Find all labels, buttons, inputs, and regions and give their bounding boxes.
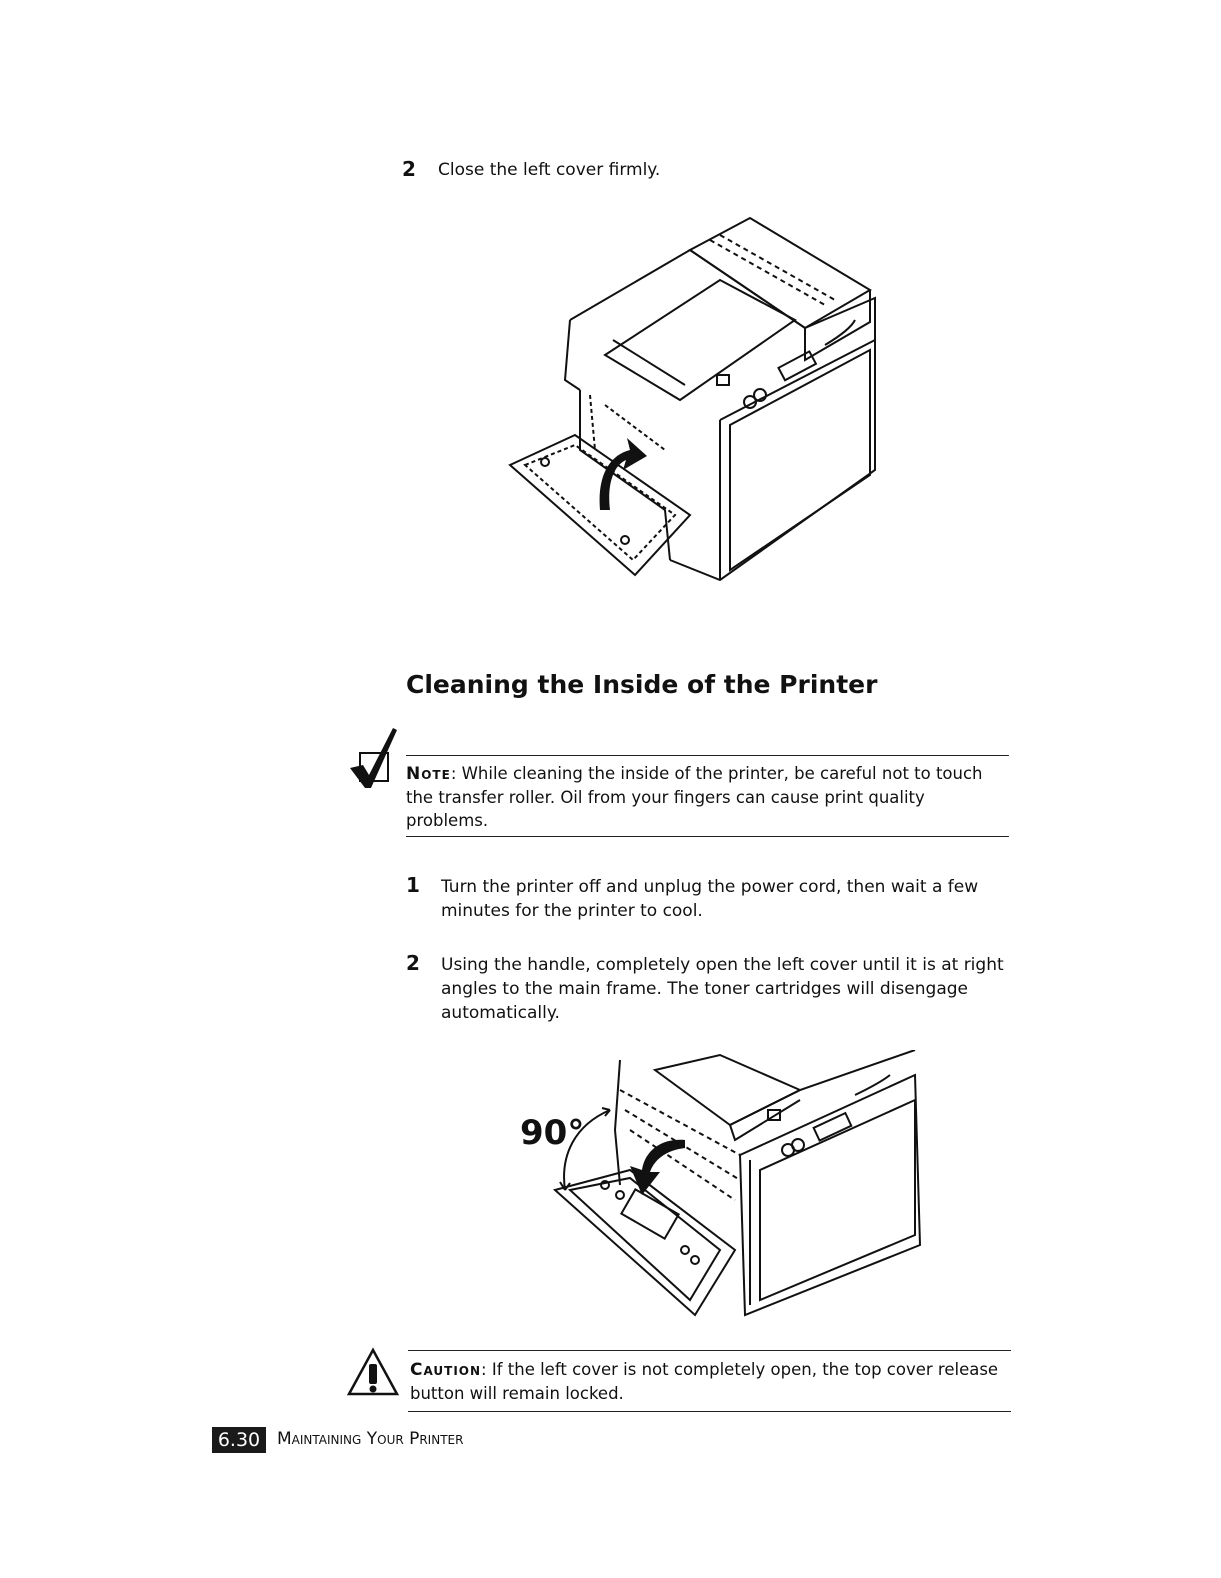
chapter-title: Maintaining Your Printer xyxy=(277,1429,464,1449)
section-heading: Cleaning the Inside of the Printer xyxy=(406,670,878,699)
caution-warning-icon xyxy=(345,1346,401,1400)
note-paragraph xyxy=(406,762,1006,832)
checkmark-note-icon xyxy=(345,720,401,800)
note-text: : While cleaning the inside of the printer, be careful not to touch the transfer roller. Oil from your fingers can cause print quality problems. xyxy=(406,764,983,830)
caution-top-rule xyxy=(408,1350,1011,1351)
note-label: Note xyxy=(406,764,451,784)
note-top-rule xyxy=(406,755,1009,756)
step-number: 2 xyxy=(406,951,420,975)
caution-paragraph xyxy=(410,1358,1010,1405)
step-text: Using the handle, completely open the left cover until it is at right angles to the main frame. The toner cartridges will disengage automatically. xyxy=(441,955,1004,1023)
angle-label: 90° xyxy=(520,1113,585,1153)
step-number: 2 xyxy=(402,157,416,181)
note-bottom-rule xyxy=(406,836,1009,837)
step-text: Turn the printer off and unplug the power cord, then wait a few minutes for the printer to cool. xyxy=(441,877,979,921)
step-number: 1 xyxy=(406,873,420,897)
caution-text: : If the left cover is not completely open, the top cover release button will remain locked. xyxy=(410,1360,999,1403)
caution-label: Caution xyxy=(410,1360,482,1380)
printer-closing-cover-illustration xyxy=(505,210,885,590)
caution-bottom-rule xyxy=(408,1411,1011,1412)
step-text: Close the left cover firmly. xyxy=(438,160,661,180)
page-number-tab: 6.30 xyxy=(212,1427,266,1453)
printer-open-cover-illustration xyxy=(550,1050,930,1320)
